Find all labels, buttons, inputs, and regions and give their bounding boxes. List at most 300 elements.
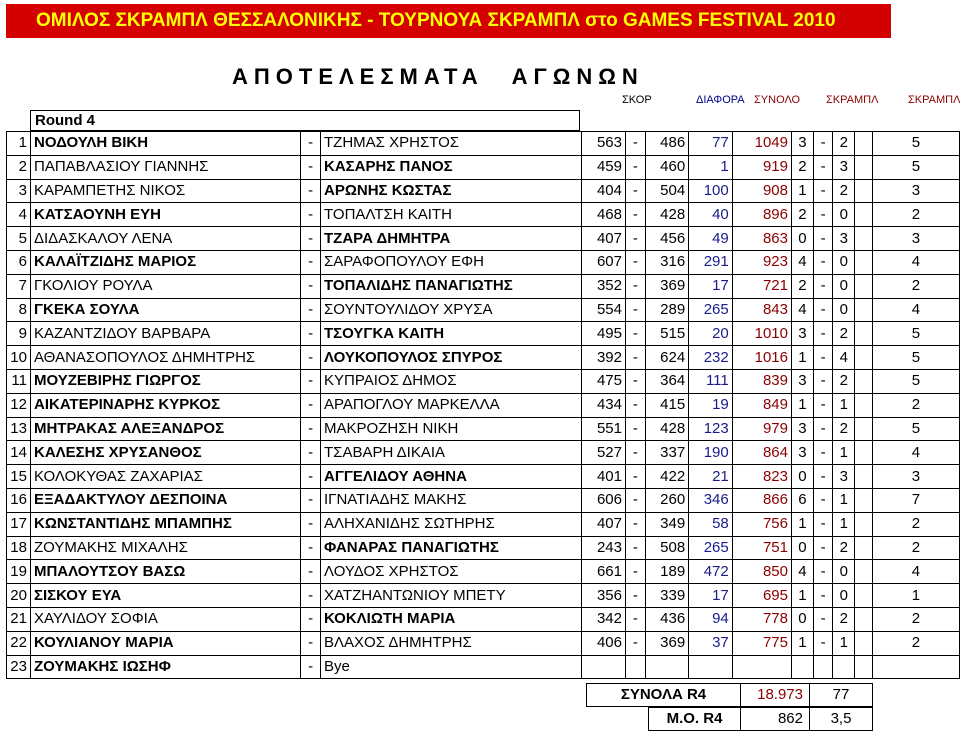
player-1-score: 243 xyxy=(582,536,626,560)
spacer-cell xyxy=(855,488,873,512)
spacer-cell xyxy=(855,393,873,417)
player-1-score: 554 xyxy=(582,298,626,322)
versus-dash: - xyxy=(301,512,321,536)
table-row xyxy=(7,322,960,346)
player-2-name: ΑΓΓΕΛΙΔΟΥ ΑΘΗΝΑ xyxy=(321,465,582,489)
player-1-scrabbles: 0 xyxy=(792,607,814,631)
score-dash: - xyxy=(625,155,645,179)
player-2-name: ΧΑΤΖΗΑΝΤΩΝΙΟΥ ΜΠΕΤΥ xyxy=(321,584,582,608)
player-1-name: ΧΑΥΛΙΔΟΥ ΣΟΦΙΑ xyxy=(30,607,300,631)
spacer-cell xyxy=(855,655,873,679)
scrabble-dash: - xyxy=(813,441,833,465)
averages-total xyxy=(740,707,810,731)
table-row xyxy=(7,132,960,156)
player-2-score: 624 xyxy=(645,346,689,370)
score-total: 721 xyxy=(732,274,791,298)
table-row xyxy=(7,203,960,227)
score-total: 864 xyxy=(732,441,791,465)
scrabble-sum: 4 xyxy=(872,298,959,322)
score-difference: 17 xyxy=(689,584,733,608)
table-number: 12 xyxy=(7,393,31,417)
score-difference: 346 xyxy=(689,488,733,512)
totals-scrabble-value: 77 xyxy=(832,686,850,703)
player-1-score xyxy=(582,655,626,679)
player-1-scrabbles: 1 xyxy=(792,346,814,370)
table-row xyxy=(7,512,960,536)
scrabble-dash: - xyxy=(813,274,833,298)
score-difference: 190 xyxy=(689,441,733,465)
player-2-scrabbles: 1 xyxy=(833,512,855,536)
player-2-score: 415 xyxy=(645,393,689,417)
scrabble-dash: - xyxy=(813,298,833,322)
player-2-scrabbles: 2 xyxy=(833,417,855,441)
table-row xyxy=(7,393,960,417)
player-2-name: ΚΟΚΛΙΩΤΗ ΜΑΡΙΑ xyxy=(321,607,582,631)
scrabble-sum: 5 xyxy=(872,346,959,370)
spacer-cell xyxy=(855,227,873,251)
score-total: 1016 xyxy=(732,346,791,370)
averages-scrabble xyxy=(809,707,873,731)
score-difference: 37 xyxy=(689,631,733,655)
player-1-scrabbles: 0 xyxy=(792,465,814,489)
player-2-score: 428 xyxy=(645,203,689,227)
player-1-score: 407 xyxy=(582,512,626,536)
score-dash: - xyxy=(625,346,645,370)
score-difference: 77 xyxy=(689,132,733,156)
player-2-score: 508 xyxy=(645,536,689,560)
player-2-name: ΦΑΝΑΡΑΣ ΠΑΝΑΓΙΩΤΗΣ xyxy=(321,536,582,560)
scrabble-sum: 5 xyxy=(872,369,959,393)
versus-dash: - xyxy=(301,132,321,156)
table-row xyxy=(7,369,960,393)
player-2-score: 349 xyxy=(645,512,689,536)
score-difference: 21 xyxy=(689,465,733,489)
table-row xyxy=(7,417,960,441)
score-total xyxy=(732,655,791,679)
table-number: 17 xyxy=(7,512,31,536)
score-difference: 100 xyxy=(689,179,733,203)
player-1-scrabbles: 0 xyxy=(792,227,814,251)
table-row xyxy=(7,441,960,465)
table-row xyxy=(7,346,960,370)
table-number: 8 xyxy=(7,298,31,322)
table-number: 14 xyxy=(7,441,31,465)
totals-total-value: 18.973 xyxy=(757,686,803,703)
scrabble-sum xyxy=(872,655,959,679)
player-2-scrabbles: 0 xyxy=(833,298,855,322)
scrabble-sum: 2 xyxy=(872,393,959,417)
player-2-scrabbles: 0 xyxy=(833,274,855,298)
table-number: 9 xyxy=(7,322,31,346)
player-1-scrabbles: 2 xyxy=(792,155,814,179)
spacer-cell xyxy=(855,536,873,560)
score-difference: 19 xyxy=(689,393,733,417)
player-2-scrabbles: 2 xyxy=(833,369,855,393)
scrabble-sum: 1 xyxy=(872,584,959,608)
table-number: 2 xyxy=(7,155,31,179)
score-dash xyxy=(625,655,645,679)
player-1-name: ΝΟΔΟΥΛΗ ΒΙΚΗ xyxy=(30,132,300,156)
player-1-scrabbles: 2 xyxy=(792,203,814,227)
player-2-name: ΤΟΠΑΛΤΣΗ ΚΑΙΤΗ xyxy=(321,203,582,227)
player-2-scrabbles: 1 xyxy=(833,488,855,512)
versus-dash: - xyxy=(301,584,321,608)
player-2-name: ΚΥΠΡΑΙΟΣ ΔΗΜΟΣ xyxy=(321,369,582,393)
player-2-score: 436 xyxy=(645,607,689,631)
score-total: 850 xyxy=(732,560,791,584)
player-1-name: ΚΑΤΣΑΟΥΝΗ ΕΥΗ xyxy=(30,203,300,227)
scrabble-dash: - xyxy=(813,512,833,536)
score-dash: - xyxy=(625,488,645,512)
score-dash: - xyxy=(625,274,645,298)
scrabble-dash: - xyxy=(813,179,833,203)
table-row xyxy=(7,488,960,512)
scrabble-dash: - xyxy=(813,322,833,346)
player-2-name: ΤΖΑΡΑ ΔΗΜΗΤΡΑ xyxy=(321,227,582,251)
versus-dash: - xyxy=(301,322,321,346)
scrabble-sum: 2 xyxy=(872,512,959,536)
player-1-score: 459 xyxy=(582,155,626,179)
score-total: 979 xyxy=(732,417,791,441)
score-dash: - xyxy=(625,536,645,560)
scrabble-sum: 2 xyxy=(872,631,959,655)
player-2-name: ΒΛΑΧΟΣ ΔΗΜΗΤΡΗΣ xyxy=(321,631,582,655)
score-dash: - xyxy=(625,393,645,417)
versus-dash: - xyxy=(301,417,321,441)
scrabble-sum: 4 xyxy=(872,560,959,584)
player-2-score: 456 xyxy=(645,227,689,251)
player-2-score: 189 xyxy=(645,560,689,584)
player-1-name: ΓΚΟΛΙΟΥ ΡΟΥΛΑ xyxy=(30,274,300,298)
score-total: 923 xyxy=(732,250,791,274)
table-number: 19 xyxy=(7,560,31,584)
player-2-scrabbles: 1 xyxy=(833,631,855,655)
score-difference xyxy=(689,655,733,679)
scrabble-sum: 2 xyxy=(872,203,959,227)
player-1-name: ΜΗΤΡΑΚΑΣ ΑΛΕΞΑΝΔΡΟΣ xyxy=(30,417,300,441)
score-difference: 20 xyxy=(689,322,733,346)
score-difference: 94 xyxy=(689,607,733,631)
totals-label: ΣΥΝΟΛΑ R4 xyxy=(620,686,707,703)
spacer-cell xyxy=(855,369,873,393)
score-dash: - xyxy=(625,417,645,441)
table-number: 4 xyxy=(7,203,31,227)
scrabble-dash: - xyxy=(813,132,833,156)
scrabble-sum: 3 xyxy=(872,227,959,251)
scrabble-dash: - xyxy=(813,488,833,512)
versus-dash: - xyxy=(301,607,321,631)
scrabble-sum: 7 xyxy=(872,488,959,512)
table-row xyxy=(7,560,960,584)
score-dash: - xyxy=(625,369,645,393)
score-total: 863 xyxy=(732,227,791,251)
player-2-name: ΣΑΡΑΦΟΠΟΥΛΟΥ ΕΦΗ xyxy=(321,250,582,274)
score-total: 908 xyxy=(732,179,791,203)
player-1-name: ΕΞΑΔΑΚΤΥΛΟΥ ΔΕΣΠΟΙΝΑ xyxy=(30,488,300,512)
table-number: 22 xyxy=(7,631,31,655)
player-1-name: ΑΙΚΑΤΕΡΙΝΑΡΗΣ ΚΥΡΚΟΣ xyxy=(30,393,300,417)
player-2-score: 504 xyxy=(645,179,689,203)
score-total: 919 xyxy=(732,155,791,179)
player-1-score: 401 xyxy=(582,465,626,489)
player-1-scrabbles: 1 xyxy=(792,631,814,655)
player-1-name: ΖΟΥΜΑΚΗΣ ΙΩΣΗΦ xyxy=(30,655,300,679)
player-1-score: 495 xyxy=(582,322,626,346)
player-1-score: 551 xyxy=(582,417,626,441)
player-2-score: 369 xyxy=(645,631,689,655)
table-row xyxy=(7,155,960,179)
player-1-score: 661 xyxy=(582,560,626,584)
player-1-score: 342 xyxy=(582,607,626,631)
versus-dash: - xyxy=(301,227,321,251)
player-2-name: ΣΟΥΝΤΟΥΛΙΔΟΥ ΧΡΥΣΑ xyxy=(321,298,582,322)
player-2-name: ΤΟΠΑΛΙΔΗΣ ΠΑΝΑΓΙΩΤΗΣ xyxy=(321,274,582,298)
score-difference: 232 xyxy=(689,346,733,370)
spacer-cell xyxy=(855,298,873,322)
score-difference: 291 xyxy=(689,250,733,274)
score-dash: - xyxy=(625,179,645,203)
player-1-name: ΚΑΡΑΜΠΕΤΗΣ ΝΙΚΟΣ xyxy=(30,179,300,203)
player-1-score: 404 xyxy=(582,179,626,203)
spacer-cell xyxy=(855,346,873,370)
table-number: 7 xyxy=(7,274,31,298)
player-1-score: 468 xyxy=(582,203,626,227)
score-total: 756 xyxy=(732,512,791,536)
averages-total-value: 862 xyxy=(777,710,803,727)
score-dash: - xyxy=(625,441,645,465)
player-2-scrabbles: 3 xyxy=(833,465,855,489)
table-row xyxy=(7,298,960,322)
scrabble-sum: 5 xyxy=(872,155,959,179)
spacer-cell xyxy=(855,441,873,465)
player-1-score: 392 xyxy=(582,346,626,370)
player-1-scrabbles: 1 xyxy=(792,512,814,536)
score-dash: - xyxy=(625,631,645,655)
player-1-score: 434 xyxy=(582,393,626,417)
player-1-name: ΣΙΣΚΟΥ ΕΥΑ xyxy=(30,584,300,608)
player-2-scrabbles: 2 xyxy=(833,132,855,156)
player-2-scrabbles: 3 xyxy=(833,155,855,179)
scrabble-dash: - xyxy=(813,465,833,489)
score-difference: 123 xyxy=(689,417,733,441)
player-1-name: ΖΟΥΜΑΚΗΣ ΜΙΧΑΛΗΣ xyxy=(30,536,300,560)
table-number: 15 xyxy=(7,465,31,489)
player-1-name: ΑΘΑΝΑΣΟΠΟΥΛΟΣ ΔΗΜΗΤΡΗΣ xyxy=(30,346,300,370)
table-row xyxy=(7,631,960,655)
scrabble-sum: 2 xyxy=(872,607,959,631)
scrabble-dash: - xyxy=(813,250,833,274)
player-1-score: 475 xyxy=(582,369,626,393)
player-2-name: ΤΣΟΥΓΚΑ ΚΑΙΤΗ xyxy=(321,322,582,346)
score-total: 849 xyxy=(732,393,791,417)
player-1-name: ΚΑΖΑΝΤΖΙΔΟΥ ΒΑΡΒΑΡΑ xyxy=(30,322,300,346)
title-part-1: ΑΠΟΤΕΛΕΣΜΑΤΑ xyxy=(232,64,484,89)
table-row xyxy=(7,274,960,298)
player-1-scrabbles xyxy=(792,655,814,679)
player-2-scrabbles xyxy=(833,655,855,679)
table-row xyxy=(7,465,960,489)
scrabble-sum: 4 xyxy=(872,441,959,465)
spacer-cell xyxy=(855,250,873,274)
score-dash: - xyxy=(625,227,645,251)
table-number: 3 xyxy=(7,179,31,203)
spacer-cell xyxy=(855,179,873,203)
scrabble-dash: - xyxy=(813,227,833,251)
player-1-scrabbles: 2 xyxy=(792,274,814,298)
spacer-cell xyxy=(855,512,873,536)
table-row xyxy=(7,227,960,251)
versus-dash: - xyxy=(301,155,321,179)
player-1-name: ΚΟΛΟΚΥΘΑΣ ΖΑΧΑΡΙΑΣ xyxy=(30,465,300,489)
player-1-name: ΚΩΝΣΤΑΝΤΙΔΗΣ ΜΠΑΜΠΗΣ xyxy=(30,512,300,536)
player-1-scrabbles: 3 xyxy=(792,417,814,441)
player-1-scrabbles: 3 xyxy=(792,441,814,465)
player-2-scrabbles: 0 xyxy=(833,560,855,584)
player-1-score: 527 xyxy=(582,441,626,465)
table-number: 18 xyxy=(7,536,31,560)
player-1-name: ΓΚΕΚΑ ΣΟΥΛΑ xyxy=(30,298,300,322)
player-2-name: ΚΑΣΑΡΗΣ ΠΑΝΟΣ xyxy=(321,155,582,179)
player-2-name: ΑΡΑΠΟΓΛΟΥ ΜΑΡΚΕΛΛΑ xyxy=(321,393,582,417)
spacer-cell xyxy=(855,322,873,346)
player-2-score: 369 xyxy=(645,274,689,298)
table-number: 1 xyxy=(7,132,31,156)
player-2-score: 260 xyxy=(645,488,689,512)
player-2-score: 339 xyxy=(645,584,689,608)
table-number: 21 xyxy=(7,607,31,631)
player-2-scrabbles: 0 xyxy=(833,584,855,608)
player-1-score: 352 xyxy=(582,274,626,298)
player-1-scrabbles: 3 xyxy=(792,132,814,156)
versus-dash: - xyxy=(301,298,321,322)
player-2-score: 460 xyxy=(645,155,689,179)
player-2-name: Bye xyxy=(321,655,582,679)
page-title xyxy=(232,62,644,92)
versus-dash: - xyxy=(301,203,321,227)
versus-dash: - xyxy=(301,346,321,370)
score-difference: 111 xyxy=(689,369,733,393)
score-dash: - xyxy=(625,584,645,608)
score-dash: - xyxy=(625,298,645,322)
player-2-scrabbles: 1 xyxy=(833,393,855,417)
table-number: 23 xyxy=(7,655,31,679)
column-header-score: ΣΚΟΡ xyxy=(622,94,652,106)
scrabble-dash xyxy=(813,655,833,679)
versus-dash: - xyxy=(301,488,321,512)
versus-dash: - xyxy=(301,560,321,584)
player-1-scrabbles: 4 xyxy=(792,298,814,322)
player-2-score: 486 xyxy=(645,132,689,156)
score-total: 775 xyxy=(732,631,791,655)
table-row xyxy=(7,179,960,203)
scrabble-dash: - xyxy=(813,155,833,179)
score-dash: - xyxy=(625,607,645,631)
spacer-cell xyxy=(855,132,873,156)
player-2-scrabbles: 2 xyxy=(833,322,855,346)
versus-dash: - xyxy=(301,631,321,655)
player-2-name: ΑΛΗΧΑΝΙΔΗΣ ΣΩΤΗΡΗΣ xyxy=(321,512,582,536)
score-difference: 1 xyxy=(689,155,733,179)
totals-total xyxy=(740,683,810,707)
versus-dash: - xyxy=(301,441,321,465)
score-difference: 40 xyxy=(689,203,733,227)
score-dash: - xyxy=(625,203,645,227)
player-2-scrabbles: 2 xyxy=(833,179,855,203)
player-1-scrabbles: 6 xyxy=(792,488,814,512)
player-1-score: 406 xyxy=(582,631,626,655)
spacer-cell xyxy=(855,155,873,179)
player-2-score: 364 xyxy=(645,369,689,393)
player-2-scrabbles: 0 xyxy=(833,203,855,227)
table-row xyxy=(7,655,960,679)
player-2-score: 515 xyxy=(645,322,689,346)
spacer-cell xyxy=(855,417,873,441)
player-2-name: ΑΡΩΝΗΣ ΚΩΣΤΑΣ xyxy=(321,179,582,203)
round-label: Round 4 xyxy=(30,110,580,131)
player-1-name: ΚΟΥΛΙΑΝΟΥ ΜΑΡΙΑ xyxy=(30,631,300,655)
spacer-cell xyxy=(855,631,873,655)
table-number: 10 xyxy=(7,346,31,370)
score-total: 1010 xyxy=(732,322,791,346)
player-1-name: ΚΑΛΕΣΗΣ ΧΡΥΣΑΝΘΟΣ xyxy=(30,441,300,465)
versus-dash: - xyxy=(301,369,321,393)
table-number: 11 xyxy=(7,369,31,393)
player-2-scrabbles: 3 xyxy=(833,227,855,251)
versus-dash: - xyxy=(301,536,321,560)
spacer-cell xyxy=(855,465,873,489)
score-total: 866 xyxy=(732,488,791,512)
spacer-cell xyxy=(855,203,873,227)
player-1-scrabbles: 1 xyxy=(792,179,814,203)
scrabble-sum: 3 xyxy=(872,179,959,203)
title-part-2: ΑΓΩΝΩΝ xyxy=(511,64,644,89)
score-total: 778 xyxy=(732,607,791,631)
score-difference: 17 xyxy=(689,274,733,298)
player-2-score: 316 xyxy=(645,250,689,274)
player-1-name: ΚΑΛΑΪΤΖΙΔΗΣ ΜΑΡΙΟΣ xyxy=(30,250,300,274)
versus-dash: - xyxy=(301,465,321,489)
player-2-name: ΜΑΚΡΟΖΗΣΗ ΝΙΚΗ xyxy=(321,417,582,441)
player-2-score: 422 xyxy=(645,465,689,489)
totals-scrabble xyxy=(809,683,873,707)
score-total: 695 xyxy=(732,584,791,608)
versus-dash: - xyxy=(301,179,321,203)
player-2-name: ΤΣΑΒΑΡΗ ΔΙΚΑΙΑ xyxy=(321,441,582,465)
player-1-name: ΜΟΥΖΕΒΙΡΗΣ ΓΙΩΡΓΟΣ xyxy=(30,369,300,393)
score-total: 896 xyxy=(732,203,791,227)
player-1-score: 607 xyxy=(582,250,626,274)
averages-scrabble-value: 3,5 xyxy=(830,710,852,727)
table-row xyxy=(7,250,960,274)
score-dash: - xyxy=(625,512,645,536)
versus-dash: - xyxy=(301,250,321,274)
spacer-cell xyxy=(855,607,873,631)
score-dash: - xyxy=(625,560,645,584)
player-1-scrabbles: 1 xyxy=(792,584,814,608)
scrabble-sum: 2 xyxy=(872,274,959,298)
score-dash: - xyxy=(625,132,645,156)
player-1-name: ΔΙΔΑΣΚΑΛΟΥ ΛΕΝΑ xyxy=(30,227,300,251)
score-difference: 265 xyxy=(689,536,733,560)
player-1-scrabbles: 3 xyxy=(792,369,814,393)
scrabble-dash: - xyxy=(813,417,833,441)
player-2-name: ΤΖΗΜΑΣ ΧΡΗΣΤΟΣ xyxy=(321,132,582,156)
column-header-difference: ΔΙΑΦΟΡΑ xyxy=(696,94,745,106)
score-total: 1049 xyxy=(732,132,791,156)
column-header-scrabble: ΣΚΡΑΜΠΛ xyxy=(826,94,879,106)
player-1-scrabbles: 3 xyxy=(792,322,814,346)
score-total: 839 xyxy=(732,369,791,393)
